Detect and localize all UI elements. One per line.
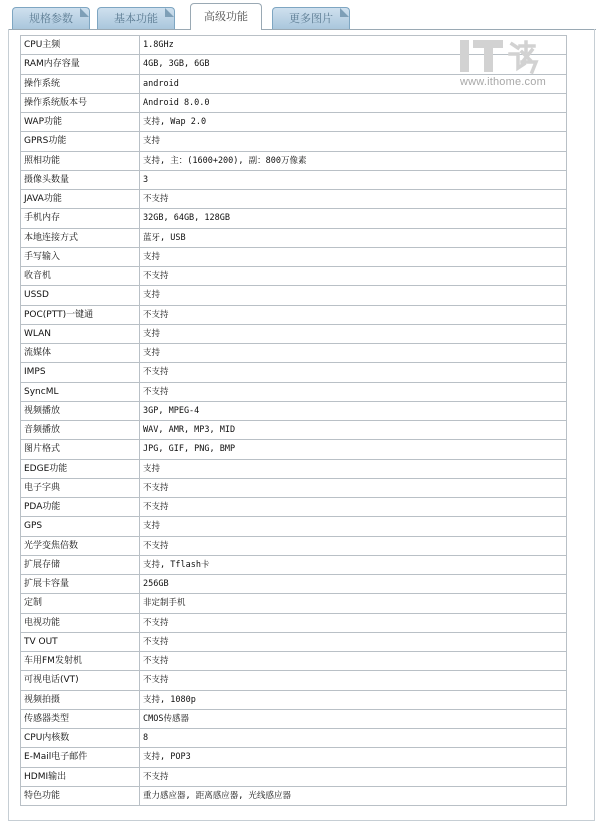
spec-row xyxy=(21,459,567,478)
spec-row xyxy=(21,363,567,382)
spec-key: 手机内存 xyxy=(21,209,140,228)
spec-value: 支持, Wap 2.0 xyxy=(140,113,567,132)
spec-key: 电子字典 xyxy=(21,478,140,497)
spec-value: 不支持 xyxy=(140,363,567,382)
spec-row xyxy=(21,594,567,613)
spec-value: 支持, Tflash卡 xyxy=(140,555,567,574)
spec-key: 视频拍摄 xyxy=(21,690,140,709)
spec-row xyxy=(21,440,567,459)
spec-key: CPU内核数 xyxy=(21,729,140,748)
spec-row xyxy=(21,767,567,786)
spec-value: 蓝牙, USB xyxy=(140,228,567,247)
spec-row xyxy=(21,228,567,247)
spec-value: 支持, 主：(1600+200), 副：800万像素 xyxy=(140,151,567,170)
tab-advanced[interactable] xyxy=(190,3,262,30)
tab-label: 规格参数 xyxy=(29,12,73,25)
spec-row xyxy=(21,209,567,228)
spec-value: 支持 xyxy=(140,286,567,305)
spec-row xyxy=(21,748,567,767)
spec-row xyxy=(21,613,567,632)
spec-key: HDMI输出 xyxy=(21,767,140,786)
spec-key: 照相功能 xyxy=(21,151,140,170)
spec-value: 不支持 xyxy=(140,671,567,690)
spec-key: CPU主频 xyxy=(21,36,140,55)
spec-row xyxy=(21,517,567,536)
spec-value: 不支持 xyxy=(140,267,567,286)
spec-key: IMPS xyxy=(21,363,140,382)
spec-row xyxy=(21,729,567,748)
spec-row xyxy=(21,170,567,189)
spec-value: 不支持 xyxy=(140,767,567,786)
spec-key: GPRS功能 xyxy=(21,132,140,151)
spec-value: 32GB, 64GB, 128GB xyxy=(140,209,567,228)
spec-key: USSD xyxy=(21,286,140,305)
spec-key: EDGE功能 xyxy=(21,459,140,478)
tab-label: 基本功能 xyxy=(114,12,158,25)
spec-row xyxy=(21,151,567,170)
spec-row xyxy=(21,709,567,728)
spec-key: JAVA功能 xyxy=(21,190,140,209)
spec-value: JPG, GIF, PNG, BMP xyxy=(140,440,567,459)
spec-key: POC(PTT)一键通 xyxy=(21,305,140,324)
spec-key: 定制 xyxy=(21,594,140,613)
spec-row xyxy=(21,286,567,305)
spec-row xyxy=(21,324,567,343)
spec-key: 可视电话(VT) xyxy=(21,671,140,690)
spec-value: 支持 xyxy=(140,132,567,151)
tab-label: 更多图片 xyxy=(289,12,333,25)
spec-value: 不支持 xyxy=(140,498,567,517)
spec-row xyxy=(21,247,567,266)
spec-value: 支持, 1080p xyxy=(140,690,567,709)
spec-key: PDA功能 xyxy=(21,498,140,517)
spec-value: 不支持 xyxy=(140,478,567,497)
spec-value: android xyxy=(140,74,567,93)
spec-row xyxy=(21,652,567,671)
spec-row xyxy=(21,421,567,440)
spec-value: 3 xyxy=(140,170,567,189)
spec-key: SyncML xyxy=(21,382,140,401)
spec-key: WLAN xyxy=(21,324,140,343)
spec-value: Android 8.0.0 xyxy=(140,93,567,112)
spec-row xyxy=(21,267,567,286)
tab-label: 高级功能 xyxy=(204,10,248,23)
spec-row xyxy=(21,382,567,401)
spec-value: 3GP, MPEG-4 xyxy=(140,401,567,420)
spec-row xyxy=(21,786,567,805)
spec-value: 不支持 xyxy=(140,652,567,671)
spec-value: 支持 xyxy=(140,344,567,363)
spec-value: 4GB, 3GB, 6GB xyxy=(140,55,567,74)
spec-key: 扩展卡容量 xyxy=(21,575,140,594)
spec-value: 支持, POP3 xyxy=(140,748,567,767)
spec-key: 手写输入 xyxy=(21,247,140,266)
spec-row xyxy=(21,305,567,324)
spec-key: 传感器类型 xyxy=(21,709,140,728)
spec-value: 256GB xyxy=(140,575,567,594)
spec-key: RAM内存容量 xyxy=(21,55,140,74)
spec-key: GPS xyxy=(21,517,140,536)
spec-row xyxy=(21,498,567,517)
spec-value: 重力感应器, 距离感应器, 光线感应器 xyxy=(140,786,567,805)
tab-bar xyxy=(12,3,592,29)
spec-value: 不支持 xyxy=(140,382,567,401)
spec-row xyxy=(21,113,567,132)
spec-key: 电视功能 xyxy=(21,613,140,632)
spec-value: 不支持 xyxy=(140,305,567,324)
spec-row xyxy=(21,190,567,209)
spec-value: 支持 xyxy=(140,324,567,343)
spec-key: 流媒体 xyxy=(21,344,140,363)
tab-basic[interactable] xyxy=(97,7,175,29)
spec-key: 操作系统 xyxy=(21,74,140,93)
spec-row xyxy=(21,690,567,709)
tab-specs[interactable] xyxy=(12,7,90,29)
spec-row xyxy=(21,478,567,497)
spec-key: 音频播放 xyxy=(21,421,140,440)
spec-value: WAV, AMR, MP3, MID xyxy=(140,421,567,440)
watermark-url: www.ithome.com xyxy=(460,76,546,88)
spec-value: 不支持 xyxy=(140,632,567,651)
spec-value: CMOS传感器 xyxy=(140,709,567,728)
spec-value: 8 xyxy=(140,729,567,748)
spec-key: 车用FM发射机 xyxy=(21,652,140,671)
spec-key: 本地连接方式 xyxy=(21,228,140,247)
spec-key: 摄像头数量 xyxy=(21,170,140,189)
spec-value: 不支持 xyxy=(140,613,567,632)
spec-row xyxy=(21,671,567,690)
spec-key: 操作系统版本号 xyxy=(21,93,140,112)
spec-row xyxy=(21,555,567,574)
spec-value: 不支持 xyxy=(140,190,567,209)
spec-key: 视频播放 xyxy=(21,401,140,420)
spec-value: 支持 xyxy=(140,247,567,266)
spec-key: 光学变焦倍数 xyxy=(21,536,140,555)
spec-key: 收音机 xyxy=(21,267,140,286)
spec-value: 支持 xyxy=(140,517,567,536)
spec-key: WAP功能 xyxy=(21,113,140,132)
spec-value: 支持 xyxy=(140,459,567,478)
spec-row xyxy=(21,344,567,363)
spec-key: TV OUT xyxy=(21,632,140,651)
spec-row xyxy=(21,401,567,420)
spec-value: 1.8GHz xyxy=(140,36,567,55)
spec-key: 特色功能 xyxy=(21,786,140,805)
spec-table xyxy=(20,35,567,806)
spec-key: E-Mail电子邮件 xyxy=(21,748,140,767)
spec-row xyxy=(21,575,567,594)
tab-more-images[interactable] xyxy=(272,7,350,29)
spec-value: 非定制手机 xyxy=(140,594,567,613)
spec-row xyxy=(21,132,567,151)
spec-key: 扩展存储 xyxy=(21,555,140,574)
spec-row xyxy=(21,536,567,555)
spec-row xyxy=(21,93,567,112)
spec-key: 图片格式 xyxy=(21,440,140,459)
spec-row xyxy=(21,632,567,651)
spec-value: 不支持 xyxy=(140,536,567,555)
